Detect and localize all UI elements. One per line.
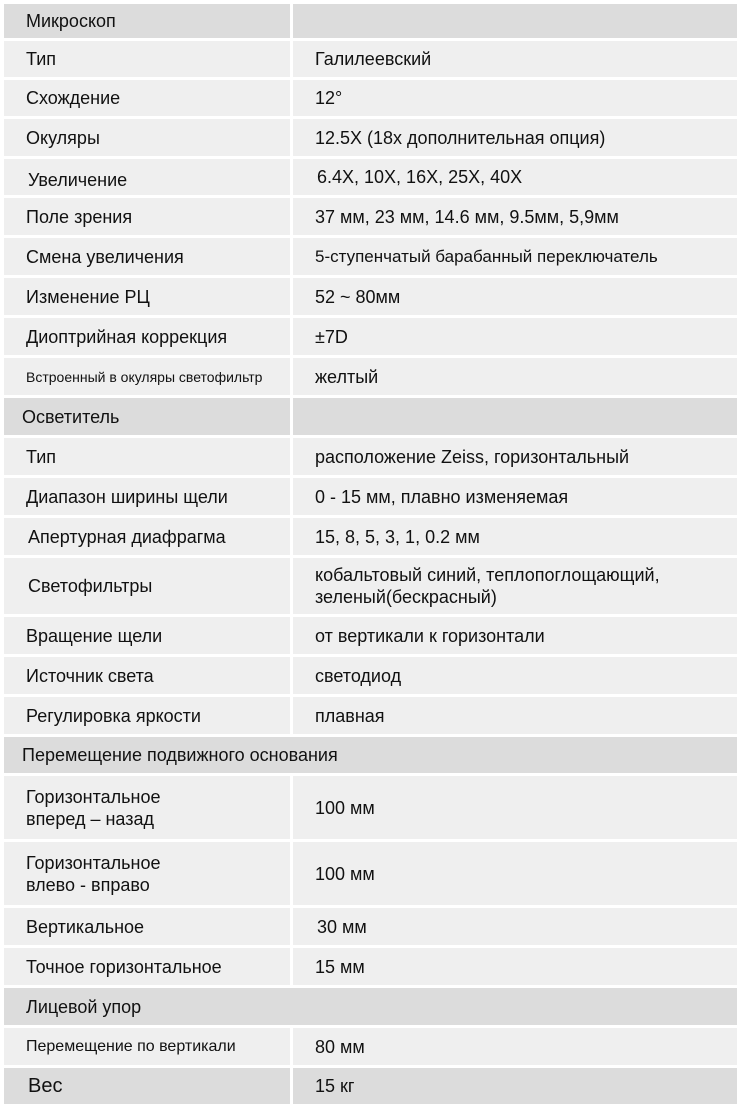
row-value: 15 мм (293, 948, 737, 985)
table-row (4, 358, 737, 395)
row-label: Светофильтры (4, 558, 290, 614)
table-row (4, 318, 737, 355)
table-row (4, 41, 737, 77)
row-value: 6.4X, 10X, 16X, 25X, 40X (293, 159, 737, 195)
table-row (4, 238, 737, 275)
row-label: Увеличение (4, 159, 290, 195)
row-value: 0 - 15 мм, плавно изменяемая (293, 478, 737, 515)
row-value: плавная (293, 697, 737, 734)
row-value: 37 мм, 23 мм, 14.6 мм, 9.5мм, 5,9мм (293, 198, 737, 235)
row-label: Схождение (4, 80, 290, 116)
table-row (4, 80, 737, 116)
table-row (4, 518, 737, 555)
row-label: Перемещение по вертикали (4, 1028, 290, 1065)
section-header-base-movement (4, 737, 737, 773)
row-value: расположение Zeiss, горизонтальный (293, 438, 737, 475)
table-row (4, 948, 737, 985)
section-header-microscope (4, 4, 737, 38)
section-title: Микроскоп (4, 4, 290, 38)
row-value: кобальтовый синий, теплопоглощающий, зеленый(бескрасный) (293, 558, 737, 614)
table-row (4, 438, 737, 475)
row-label: Горизонтальное вперед – назад (4, 776, 290, 839)
row-value: светодиод (293, 657, 737, 694)
row-value: 100 мм (293, 776, 737, 839)
row-value: 80 мм (293, 1028, 737, 1065)
weight-row (4, 1068, 737, 1104)
weight-label: Вес (4, 1068, 290, 1104)
table-row (4, 478, 737, 515)
row-label: Поле зрения (4, 198, 290, 235)
table-row (4, 278, 737, 315)
table-row (4, 776, 737, 839)
row-label: Горизонтальное влево - вправо (4, 842, 290, 905)
row-value: 5-ступенчатый барабанный переключатель (293, 238, 737, 275)
row-label: Вращение щели (4, 617, 290, 654)
table-row (4, 198, 737, 235)
table-row (4, 697, 737, 734)
section-header-face-rest (4, 988, 737, 1025)
weight-value: 15 кг (293, 1068, 737, 1104)
table-row (4, 617, 737, 654)
row-value: 12.5X (18х дополнительная опция) (293, 119, 737, 156)
table-row (4, 842, 737, 905)
row-label: Вертикальное (4, 908, 290, 945)
spec-table (4, 4, 737, 1107)
row-value: 12° (293, 80, 737, 116)
row-value: от вертикали к горизонтали (293, 617, 737, 654)
table-row (4, 657, 737, 694)
section-title: Лицевой упор (4, 988, 737, 1025)
table-row (4, 119, 737, 156)
table-row (4, 558, 737, 614)
row-label: Диоптрийная коррекция (4, 318, 290, 355)
row-label: Тип (4, 41, 290, 77)
section-header-illuminator (4, 398, 737, 435)
row-label: Источник света (4, 657, 290, 694)
row-label: Тип (4, 438, 290, 475)
row-label: Окуляры (4, 119, 290, 156)
row-value: 100 мм (293, 842, 737, 905)
row-label: Встроенный в окуляры светофильтр (4, 358, 290, 395)
row-label: Смена увеличения (4, 238, 290, 275)
row-value: 52 ~ 80мм (293, 278, 737, 315)
row-label: Изменение РЦ (4, 278, 290, 315)
table-row (4, 1028, 737, 1065)
table-row (4, 908, 737, 945)
row-label: Диапазон ширины щели (4, 478, 290, 515)
row-value: желтый (293, 358, 737, 395)
row-value: 30 мм (293, 908, 737, 945)
row-value: Галилеевский (293, 41, 737, 77)
row-value: 15, 8, 5, 3, 1, 0.2 мм (293, 518, 737, 555)
row-label: Регулировка яркости (4, 697, 290, 734)
row-value: ±7D (293, 318, 737, 355)
table-row (4, 159, 737, 195)
section-title: Осветитель (4, 398, 290, 435)
row-label: Апертурная диафрагма (4, 518, 290, 555)
row-label: Точное горизонтальное (4, 948, 290, 985)
section-title: Перемещение подвижного основания (4, 737, 737, 773)
